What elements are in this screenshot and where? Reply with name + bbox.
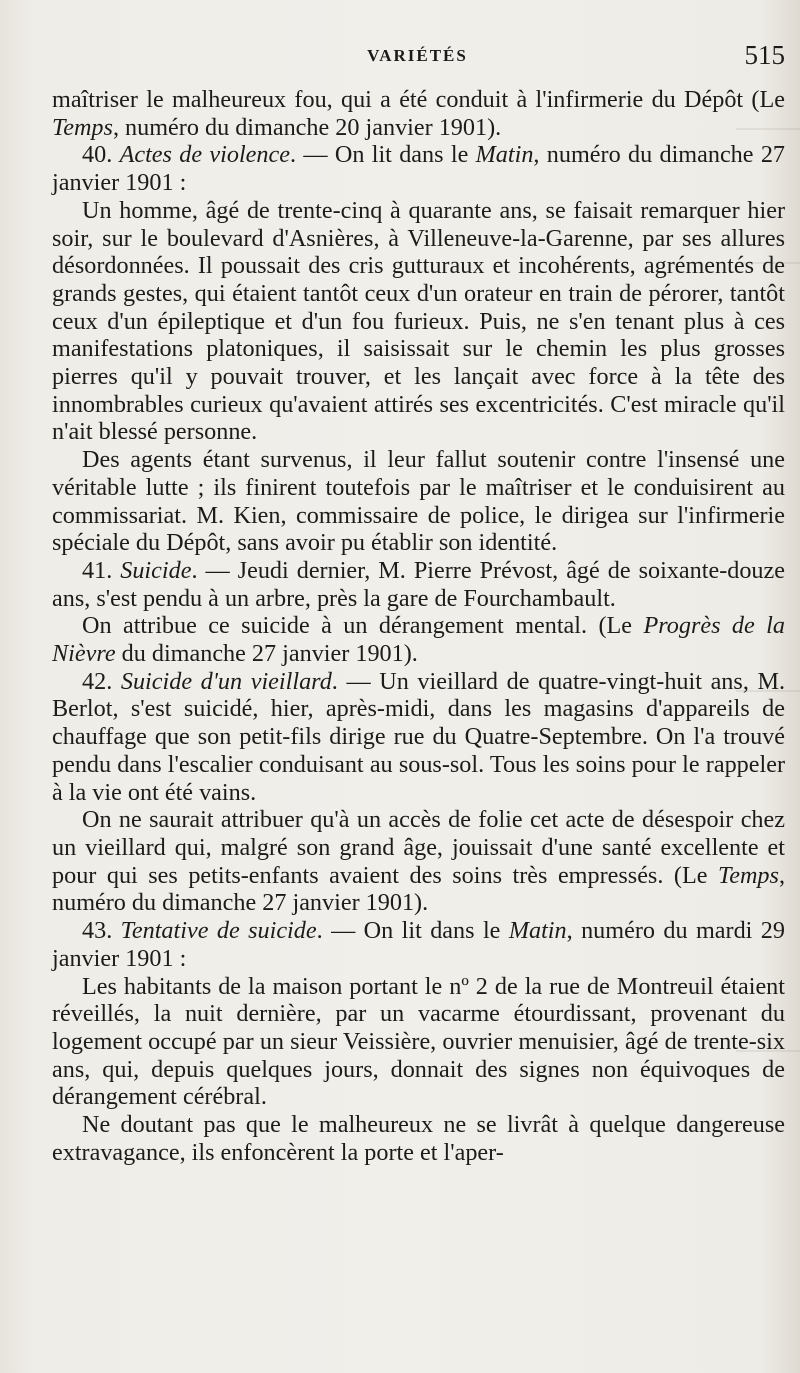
text-run: 41. — [82, 556, 121, 584]
paragraph — [52, 141, 785, 196]
page-number: 515 — [744, 40, 785, 70]
text-run: Les habitants de la maison portant le nº 2 de la rue de Montreuil étaient réveillés, la nuit dernière, par un vacarme étourdissant, provenant du logement occupé par un sieur Veissière, ouvrier menuisier, âgé de trente-six ans, qui, depuis quelques jours, donnait des signes non équivoques de dérangement cérébral. — [52, 972, 785, 1111]
text-run: maîtriser le malheureux fou, qui a été conduit à l'infirmerie du Dépôt (Le — [52, 86, 785, 113]
paragraph — [52, 973, 785, 1112]
italic-text: Actes de violence — [119, 141, 290, 169]
text-run: Des agents étant survenus, il leur fallut soutenir contre l'insensé une véritable lutte ; ils finirent toutefois par le maîtriser et le conduisirent au commissariat. M. Kien, commissaire de police, le dirigea sur l'infirmerie spéciale du Dépôt, sans avoir pu établir son identité. — [52, 446, 785, 557]
text-run: 42. — [82, 667, 121, 695]
italic-text: Tentative de suicide — [120, 917, 317, 945]
italic-text: Temps — [52, 113, 113, 141]
paragraph — [52, 446, 785, 557]
text-run: On ne saurait attribuer qu'à un accès de folie cet acte de désespoir chez un vieillard qui, malgré son grand âge, jouissait d'une santé excellente et pour qui ses petits-enfants avaient des soins très empressés. (Le — [52, 806, 785, 889]
text-run: du dimanche 27 janvier 1901). — [115, 640, 418, 668]
italic-text: Matin — [475, 141, 534, 169]
body-text — [52, 86, 785, 1166]
text-run: , numéro du dimanche 27 janvier 1901 : — [52, 141, 786, 197]
italic-text: Progrès de la Nièvre — [52, 612, 785, 668]
paragraph — [52, 806, 785, 917]
text-run: On attribue ce suicide à un dérangement mental. (Le — [82, 612, 644, 640]
italic-text: Suicide — [120, 556, 192, 584]
paragraph — [52, 86, 785, 141]
paragraph — [52, 197, 785, 446]
italic-text: Matin — [508, 917, 567, 945]
text-run: Un homme, âgé de trente-cinq à quarante ans, se faisait remarquer hier soir, sur le boulevard d'Asnières, à Villeneuve-la-Garenne, par ses allures désordonnées. Il poussait des cris gutturaux et incohérents, agrémentés de grands gestes, qui étaient tantôt ceux d'un orateur en train de pérorer, tantôt ceux d'un épileptique et d'un fou furieux. Puis, ne s'en tenant plus à ces manifestations platoniques, il saisissait sur le chemin les plus grosses pierres qu'il y pouvait trouver, et les lançait avec force à la tête des innombrables curieux qu'avaient attirés ses excentricités. C'est miracle qu'il n'ait blessé personne. — [52, 196, 785, 446]
paragraph — [52, 612, 785, 667]
text-run: , numéro du dimanche 20 janvier 1901). — [112, 113, 502, 141]
text-run: 43. — [82, 917, 121, 945]
page-header — [50, 40, 785, 76]
paragraph — [52, 557, 785, 612]
paragraph — [52, 917, 785, 972]
paragraph — [52, 1111, 785, 1166]
text-run: 40. — [82, 141, 120, 169]
text-run: , numéro du mardi 29 janvier 1901 : — [52, 917, 785, 972]
text-run: Ne doutant pas que le malheureux ne se livrât à quelque dangereuse extravagance, ils enfoncèrent la porte et l'aper- — [52, 1111, 785, 1166]
italic-text: Temps — [718, 861, 779, 889]
text-run: . — Un vieillard de quatre-vingt-huit ans, M. Berlot, s'est suicidé, hier, après-midi, dans les magasins d'appareils de chauffage que son petit-fils dirige rue du Quatre-Septembre. On l'a trouvé pendu dans l'escalier conduisant au sous-sol. Tous les soins pour le rappeler à la vie ont été vains. — [52, 667, 786, 806]
text-run: , numéro du dimanche 27 janvier 1901). — [52, 861, 785, 917]
italic-text: Suicide d'un vieillard — [120, 667, 332, 695]
paragraph — [52, 668, 785, 807]
text-run: . — On lit dans le — [316, 917, 509, 945]
running-title: VARIÉTÉS — [367, 46, 468, 65]
text-run: . — On lit dans le — [289, 141, 476, 169]
text-run: . — Jeudi dernier, M. Pierre Prévost, âgé de soixante-douze ans, s'est pendu à un arbre, près la gare de Fourchambault. — [52, 556, 786, 612]
